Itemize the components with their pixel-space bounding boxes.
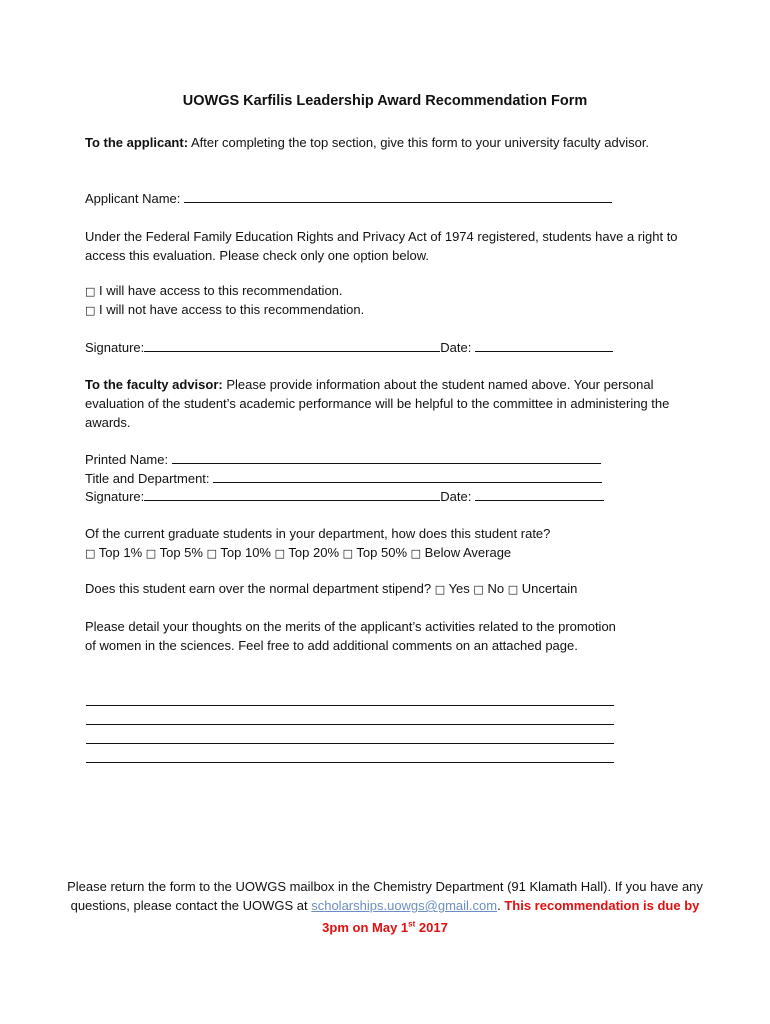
rate-question: Of the current graduate students in your department, how does this student rate? — [85, 526, 551, 541]
access-option-not-have — [85, 300, 685, 320]
signature-label: Signature: — [85, 340, 145, 355]
access-option-have-label: I will have access to this recommendation. — [95, 283, 343, 298]
rate-options-row — [85, 543, 685, 563]
checkbox-top-20[interactable]: □ — [274, 547, 286, 560]
option-top-1: Top 1% — [98, 545, 143, 560]
applicant-signature-field[interactable] — [144, 338, 440, 352]
option-below-average: Below Average — [424, 545, 512, 560]
option-yes: Yes — [448, 581, 470, 596]
advisor-date-field[interactable] — [475, 487, 604, 501]
applicant-date-field[interactable] — [475, 338, 613, 352]
form-title: UOWGS Karfilis Leadership Award Recommendation Form — [182, 93, 588, 109]
printed-name-label: Printed Name: — [85, 452, 172, 467]
contact-email-link[interactable]: scholarships.uowgs@gmail.com — [311, 898, 498, 913]
option-top-10: Top 10% — [220, 545, 271, 560]
applicant-instructions-label: To the applicant: — [85, 135, 189, 150]
comment-line-3[interactable] — [86, 743, 614, 744]
option-no: No — [487, 581, 505, 596]
applicant-instructions — [85, 133, 685, 152]
footer-return-text: Please return the form to the UOWGS mailbox in the Chemistry Department (91 Klamath Hall). If you have any questions, please contact the UOWGS at — [67, 879, 703, 913]
comment-line-4[interactable] — [86, 762, 614, 763]
applicant-signature-row — [85, 338, 685, 357]
advisor-signature-label: Signature: — [85, 489, 145, 504]
applicant-name-label: Applicant Name: — [85, 191, 184, 206]
checkbox-have-access[interactable]: □ — [85, 285, 96, 298]
advisor-signature-row — [85, 487, 685, 506]
checkbox-yes[interactable]: □ — [434, 583, 446, 596]
applicant-name-row — [85, 189, 685, 208]
date-label: Date: — [440, 340, 475, 355]
printed-name-row — [85, 450, 685, 469]
option-top-20: Top 20% — [288, 545, 339, 560]
checkbox-no[interactable]: □ — [473, 583, 484, 596]
title-department-field[interactable] — [213, 469, 602, 483]
checkbox-below-average[interactable]: □ — [410, 547, 422, 560]
checkbox-top-10[interactable]: □ — [206, 547, 217, 560]
footer-period: . — [497, 898, 501, 913]
comment-line-1[interactable] — [86, 705, 614, 706]
option-top-50: Top 50% — [356, 545, 408, 560]
stipend-row — [85, 579, 685, 599]
title-department-label: Title and Department: — [85, 471, 214, 486]
applicant-instructions-text: After completing the top section, give this form to your university faculty advisor. — [188, 135, 650, 150]
footer-instructions — [60, 877, 710, 937]
due-date-year: 2017 — [415, 920, 448, 936]
merits-prompt: Please detail your thoughts on the merits of the applicant’s activities related to the promotion of women in the sciences. Feel free to add additional comments on an attached page. — [85, 619, 616, 653]
ferpa-statement: Under the Federal Family Education Rights and Privacy Act of 1974 registered, students have a right to access this evaluation. Please check only one option below. — [85, 229, 678, 263]
advisor-signature-field[interactable] — [144, 487, 440, 501]
checkbox-uncertain[interactable]: □ — [507, 583, 519, 596]
advisor-instructions-text: Please provide information about the student named above. Your personal evaluation of the student’s academic performance will be helpful to the committee in administering the awards. — [85, 377, 670, 430]
printed-name-field[interactable] — [172, 450, 601, 464]
applicant-name-field[interactable] — [184, 189, 612, 203]
checkbox-no-access[interactable]: □ — [85, 304, 96, 317]
checkbox-top-5[interactable]: □ — [145, 547, 157, 560]
access-option-not-have-label: I will not have access to this recommendation. — [95, 302, 365, 317]
title-department-row — [85, 469, 685, 488]
advisor-instructions — [85, 375, 685, 432]
stipend-question: Does this student earn over the normal department stipend? — [85, 581, 432, 596]
checkbox-top-50[interactable]: □ — [342, 547, 354, 560]
comment-line-2[interactable] — [86, 724, 614, 725]
option-uncertain: Uncertain — [521, 581, 578, 596]
due-date-suffix: st — [408, 920, 416, 929]
option-top-5: Top 5% — [159, 545, 203, 560]
access-option-have — [85, 281, 685, 301]
checkbox-top-1[interactable]: □ — [85, 547, 96, 560]
advisor-date-label: Date: — [440, 489, 475, 504]
due-date-main: This recommendation is due by 3pm on May 1 — [322, 898, 700, 936]
advisor-instructions-label: To the faculty advisor: — [85, 377, 223, 392]
